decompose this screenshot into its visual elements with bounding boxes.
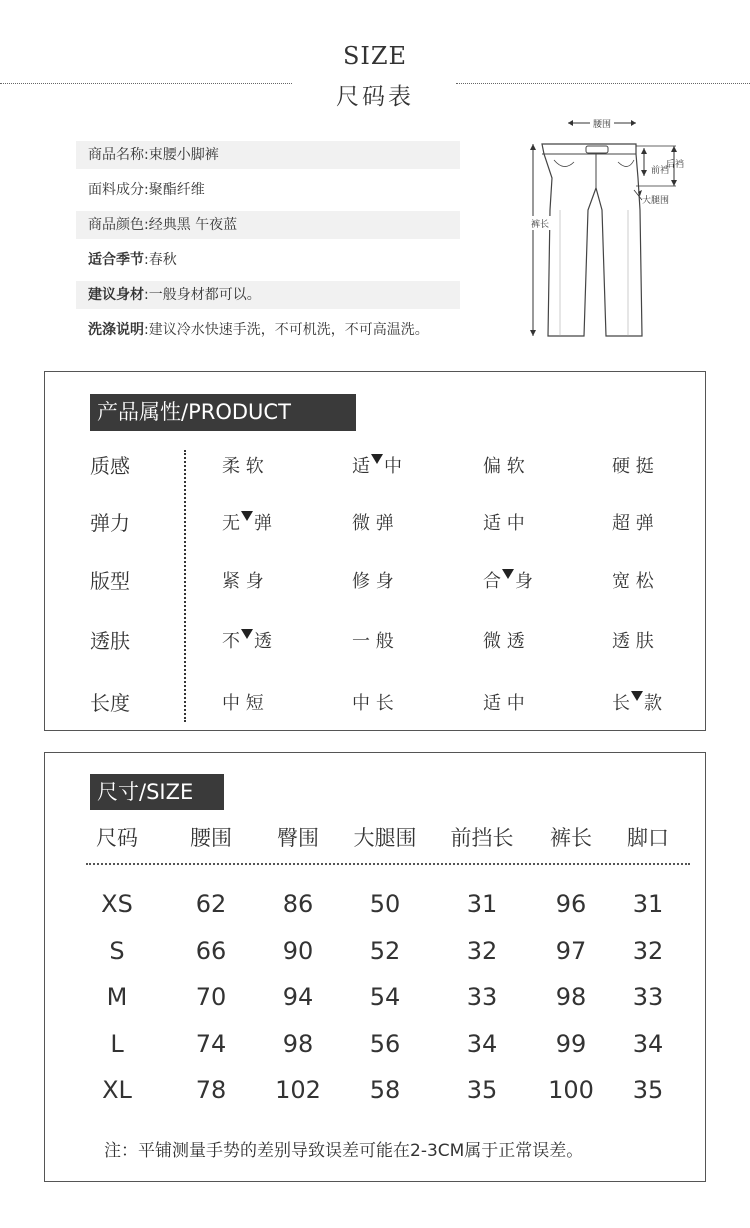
option-char: 透 <box>254 631 272 652</box>
selected-marker-icon <box>631 691 643 701</box>
size-table-cell: 35 <box>632 1076 664 1104</box>
size-table-cell: 62 <box>195 890 227 918</box>
info-value: 建议冷水快速手洗，不可机洗，不可高温洗。 <box>148 322 429 338</box>
size-table-cell: 50 <box>369 890 401 918</box>
size-table-cell: 86 <box>282 890 314 918</box>
size-table-cell: 31 <box>466 890 498 918</box>
size-table-cell: 35 <box>466 1076 498 1104</box>
info-row <box>76 176 460 204</box>
size-table-cell: 96 <box>555 890 587 918</box>
attribute-option: 中 短 <box>222 693 264 714</box>
option-char: 款 <box>644 693 662 714</box>
option-char: 身 <box>515 571 533 592</box>
info-value: 经典黑 午夜蓝 <box>148 217 238 233</box>
size-table-cell: 31 <box>632 890 664 918</box>
attribute-option: 一 般 <box>352 631 394 652</box>
info-key: 商品名称 <box>88 147 144 163</box>
size-table-cell: M <box>106 983 128 1011</box>
selected-marker-icon <box>371 454 383 464</box>
size-table-header: 前挡长 <box>450 826 514 850</box>
size-table-header: 尺码 <box>96 826 138 850</box>
size-table-cell: 102 <box>275 1076 321 1104</box>
size-table-cell: 94 <box>282 983 314 1011</box>
header-divider-right <box>456 83 750 84</box>
option-char: 合 <box>483 571 501 592</box>
info-row <box>76 316 460 344</box>
size-table-cell: 54 <box>369 983 401 1011</box>
info-key: 面料成分 <box>88 182 144 198</box>
attribute-option: 超 弹 <box>612 513 654 534</box>
attribute-label: 质感 <box>90 454 130 478</box>
info-key: 洗涤说明 <box>88 322 144 338</box>
size-table-cell: 56 <box>369 1030 401 1058</box>
attribute-label: 透肤 <box>90 629 130 653</box>
size-table-cell: XL <box>102 1076 132 1104</box>
size-table-cell: 78 <box>195 1076 227 1104</box>
size-table-title: 尺寸/SIZE <box>90 774 224 810</box>
attribute-option: 紧 身 <box>222 571 264 592</box>
attribute-label: 长度 <box>90 691 130 715</box>
info-row <box>76 281 460 309</box>
option-char: 不 <box>222 631 240 652</box>
diagram-label-waist: 腰围 <box>592 120 612 130</box>
info-value: 聚酯纤维 <box>148 182 205 198</box>
attribute-option: 适 中 <box>483 693 525 714</box>
diagram-label-front-rise: 前裆 <box>651 166 670 176</box>
size-table-cell: 74 <box>195 1030 227 1058</box>
info-colon: : <box>144 252 149 268</box>
size-table-cell: 33 <box>632 983 664 1011</box>
attribute-option <box>483 567 533 593</box>
option-char: 长 <box>612 693 630 714</box>
pants-measurement-diagram <box>524 110 704 354</box>
size-table-header: 裤长 <box>550 826 592 850</box>
option-char: 中 <box>384 456 402 477</box>
attribute-option <box>352 452 402 478</box>
diagram-label-back-rise: 后裆 <box>666 160 685 170</box>
info-colon: : <box>144 182 149 198</box>
attribute-option: 透 肤 <box>612 631 654 652</box>
size-table-cell: XS <box>101 890 133 918</box>
attribute-option: 偏 软 <box>483 456 525 477</box>
size-table-header: 腰围 <box>190 826 232 850</box>
diagram-label-length: 裤长 <box>530 220 550 230</box>
size-table-cell: 32 <box>466 937 498 965</box>
size-table-panel <box>44 752 706 1182</box>
attribute-option: 修 身 <box>352 571 394 592</box>
option-char: 无 <box>222 513 240 534</box>
info-key: 适合季节 <box>88 252 144 268</box>
info-colon: : <box>144 287 149 303</box>
size-table-cell: 99 <box>555 1030 587 1058</box>
size-table-cell: 32 <box>632 937 664 965</box>
header-title-en: SIZE <box>342 42 408 70</box>
attribute-option: 微 弹 <box>352 513 394 534</box>
attribute-option <box>612 689 662 715</box>
option-char: 弹 <box>254 513 272 534</box>
attribute-option: 硬 挺 <box>612 456 654 477</box>
info-key: 建议身材 <box>88 287 144 303</box>
size-table-cell: 98 <box>555 983 587 1011</box>
measurement-note: 注：平铺测量手势的差别导致误差可能在2-3CM属于正常误差。 <box>104 1141 584 1161</box>
info-row <box>76 211 460 239</box>
size-table-cell: 58 <box>369 1076 401 1104</box>
attribute-option: 中 长 <box>352 693 394 714</box>
size-table-divider <box>86 863 690 865</box>
size-table-header: 大腿围 <box>353 826 417 850</box>
info-row <box>76 141 460 169</box>
size-table-header: 脚口 <box>627 826 669 850</box>
info-value: 一般身材都可以。 <box>148 287 261 303</box>
attribute-option <box>222 509 272 535</box>
size-table-cell: 52 <box>369 937 401 965</box>
size-table-header: 臀围 <box>277 826 319 850</box>
size-table-cell: 100 <box>548 1076 594 1104</box>
info-key: 商品颜色 <box>88 217 144 233</box>
attribute-label: 版型 <box>90 569 130 593</box>
size-table-cell: 34 <box>632 1030 664 1058</box>
header-title-cn: 尺码表 <box>336 84 414 110</box>
info-value: 束腰小脚裤 <box>148 147 219 163</box>
size-table-cell: L <box>110 1030 124 1058</box>
size-table-cell: 34 <box>466 1030 498 1058</box>
attribute-option: 柔 软 <box>222 456 264 477</box>
size-table-cell: 90 <box>282 937 314 965</box>
attribute-option: 宽 松 <box>612 571 654 592</box>
selected-marker-icon <box>241 629 253 639</box>
size-table-cell: 70 <box>195 983 227 1011</box>
size-table-cell: 97 <box>555 937 587 965</box>
selected-marker-icon <box>502 569 514 579</box>
product-attributes-title: 产品属性/PRODUCT <box>90 394 356 431</box>
attribute-option: 适 中 <box>483 513 525 534</box>
diagram-label-thigh: 大腿围 <box>642 196 670 206</box>
info-row <box>76 246 460 274</box>
selected-marker-icon <box>241 511 253 521</box>
info-colon: : <box>144 217 149 233</box>
info-colon: : <box>144 322 149 338</box>
size-table-cell: S <box>109 937 125 965</box>
attribute-option: 微 透 <box>483 631 525 652</box>
attribute-label: 弹力 <box>90 511 130 535</box>
size-table-cell: 33 <box>466 983 498 1011</box>
info-colon: : <box>144 147 149 163</box>
option-char: 适 <box>352 456 370 477</box>
size-table-cell: 98 <box>282 1030 314 1058</box>
attributes-separator <box>184 450 186 722</box>
attribute-option <box>222 627 272 653</box>
info-value: 春秋 <box>148 252 177 268</box>
size-table-cell: 66 <box>195 937 227 965</box>
